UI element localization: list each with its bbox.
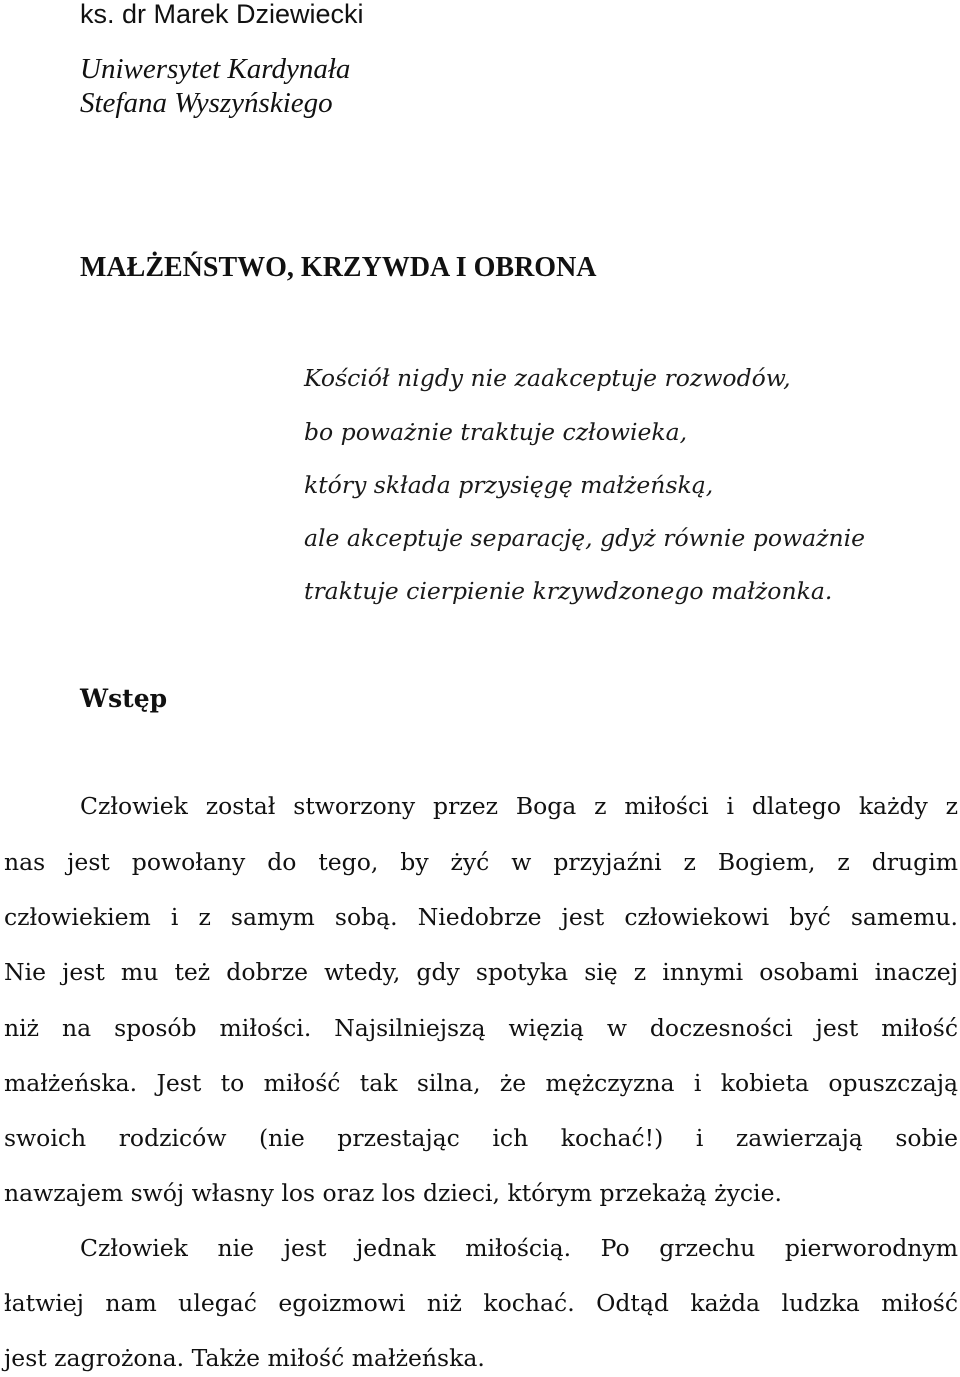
- affiliation-line: Uniwersytet Kardynała: [80, 53, 351, 85]
- motto-line: traktuje cierpienie krzywdzonego małżonka.: [304, 577, 833, 605]
- paragraph-line: nawzajem swój własny los oraz los dzieci, którym przekażą życie.: [4, 1179, 782, 1207]
- document-title: MAŁŻEŃSTWO, KRZYWDA I OBRONA: [80, 252, 597, 283]
- motto-line: który składa przysięgę małżeńską,: [304, 471, 714, 499]
- motto-line: Kościół nigdy nie zaakceptuje rozwodów,: [304, 364, 791, 392]
- paragraph-line: małżeńska. Jest to miłość tak silna, że mężczyzna i kobieta opuszczają: [4, 1069, 958, 1097]
- paragraph-line: łatwiej nam ulegać egoizmowi niż kochać. Odtąd każda ludzka miłość: [4, 1289, 958, 1317]
- motto-line: bo poważnie traktuje człowieka,: [304, 418, 688, 446]
- paragraph-line: niż na sposób miłości. Najsilniejszą więzią w doczesności jest miłość: [4, 1014, 958, 1042]
- paragraph-line: Człowiek został stworzony przez Boga z miłości i dlatego każdy z: [80, 792, 958, 820]
- paragraph-line: człowiekiem i z samym sobą. Niedobrze jest człowiekowi być samemu.: [4, 903, 958, 931]
- paragraph-line: nas jest powołany do tego, by żyć w przyjaźni z Bogiem, z drugim: [4, 848, 958, 876]
- paragraph-line: Człowiek nie jest jednak miłością. Po grzechu pierworodnym: [80, 1234, 958, 1262]
- paragraph-line: Nie jest mu też dobrze wtedy, gdy spotyka się z innymi osobami inaczej: [4, 958, 958, 986]
- paragraph-line: swoich rodziców (nie przestając ich kochać!) i zawierzają sobie: [4, 1124, 958, 1152]
- section-heading: Wstęp: [80, 684, 168, 713]
- motto-line: ale akceptuje separację, gdyż równie poważnie: [304, 524, 866, 552]
- affiliation-line: Stefana Wyszyńskiego: [80, 87, 333, 119]
- author-name: ks. dr Marek Dziewiecki: [80, 0, 364, 29]
- paragraph-line: jest zagrożona. Także miłość małżeńska.: [4, 1344, 485, 1372]
